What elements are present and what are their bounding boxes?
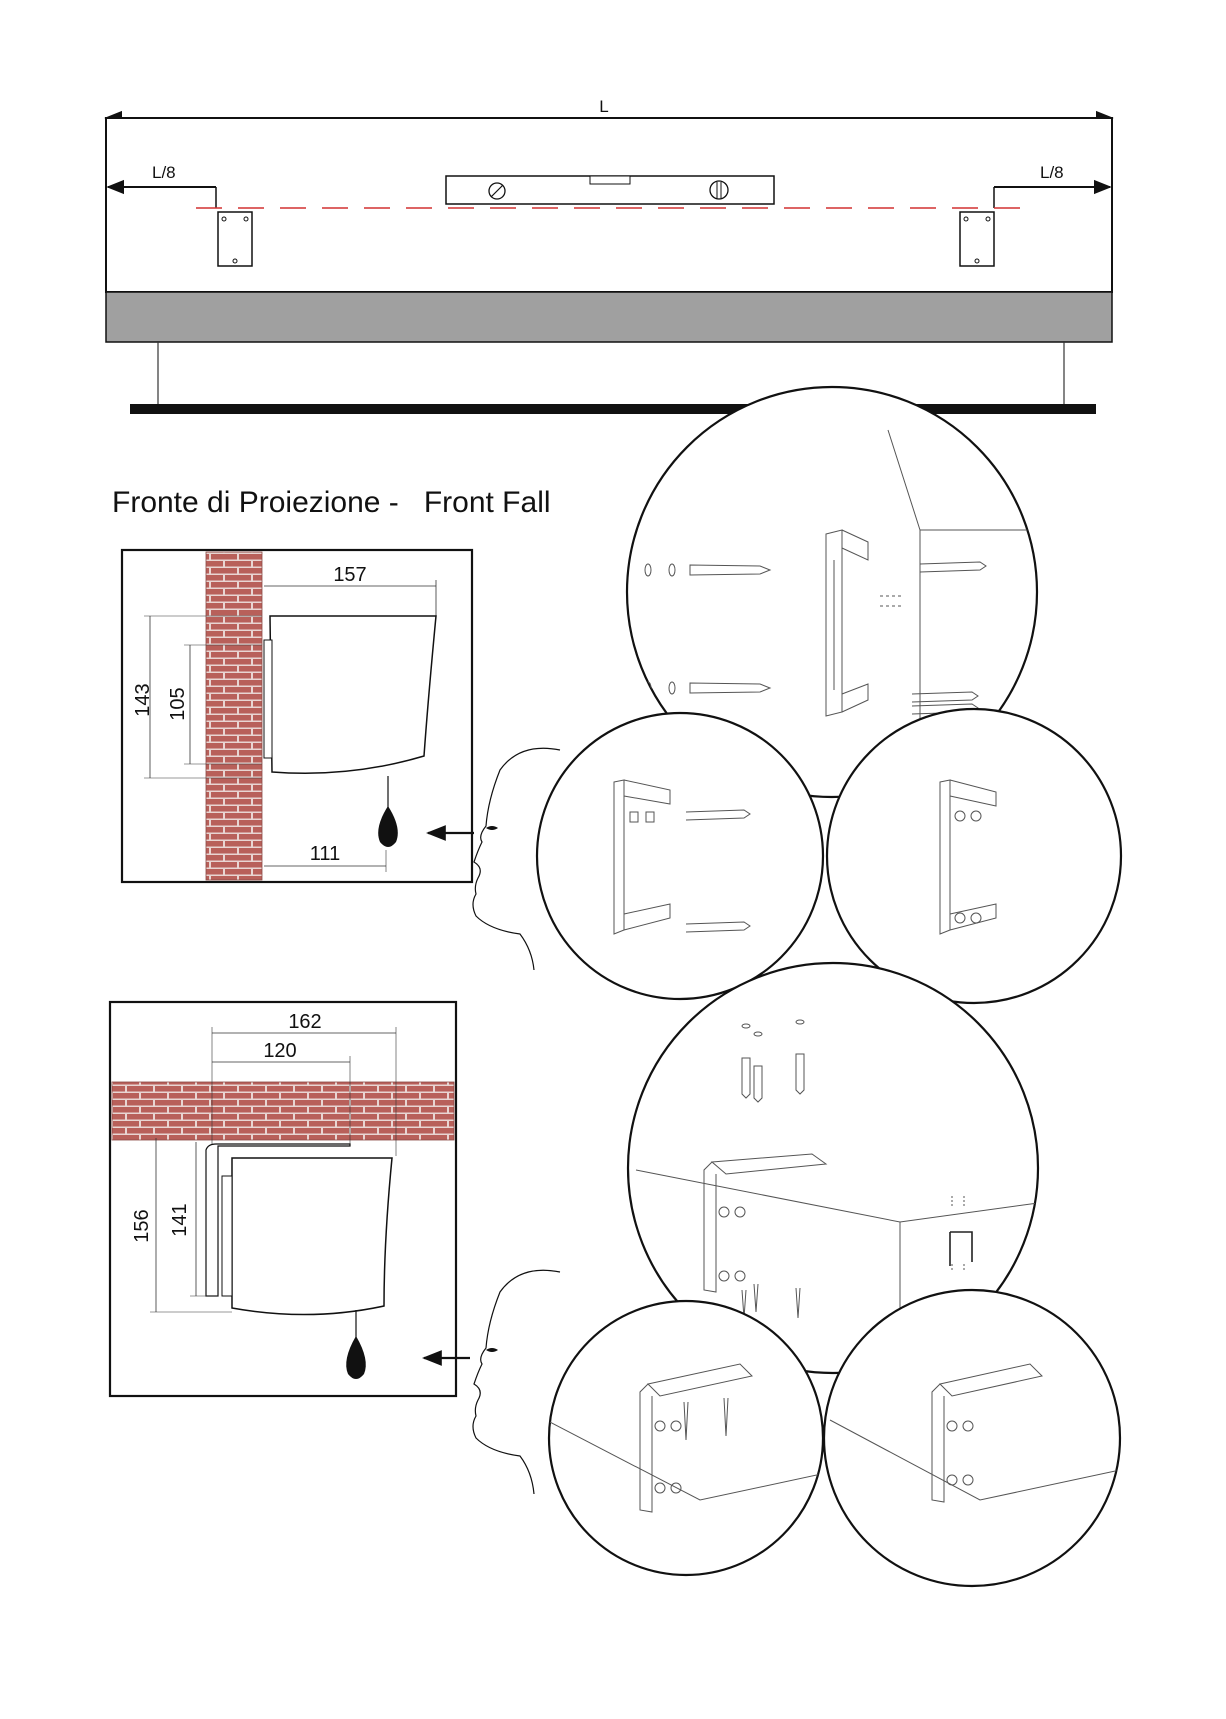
title-italian: Fronte di Proiezione - bbox=[112, 486, 399, 519]
pull-111: 111 bbox=[309, 843, 341, 865]
depth-162: 162 bbox=[288, 1011, 322, 1033]
bottom-bar bbox=[130, 404, 1096, 414]
detail-wall-mounted bbox=[827, 709, 1121, 1003]
detail-ceiling-mounted bbox=[824, 1290, 1120, 1586]
bracket-120: 120 bbox=[263, 1040, 297, 1062]
bubble-level-icon bbox=[446, 176, 774, 204]
right-offset-label: L/8 bbox=[1040, 163, 1064, 182]
case-profile-ceiling bbox=[232, 1158, 392, 1315]
screen-front-view bbox=[106, 97, 1112, 414]
case-band bbox=[106, 292, 1112, 342]
brick-wall bbox=[206, 552, 262, 880]
wall-mount-section bbox=[122, 550, 560, 970]
brick-ceiling bbox=[112, 1082, 454, 1140]
left-offset-label: L/8 bbox=[152, 163, 176, 182]
inner-height-141: 141 bbox=[169, 1203, 191, 1237]
case-profile bbox=[270, 616, 436, 773]
viewer-profile-icon bbox=[473, 1270, 560, 1494]
title-english: Front Fall bbox=[423, 486, 551, 519]
width-label: L bbox=[599, 97, 609, 116]
depth-157: 157 bbox=[333, 564, 367, 586]
bracket-105: 105 bbox=[167, 687, 189, 721]
bracket-right bbox=[960, 212, 994, 266]
detail-wall-screws bbox=[537, 713, 823, 999]
height-143: 143 bbox=[132, 683, 154, 717]
height-156: 156 bbox=[131, 1209, 153, 1243]
ceiling-mount-section bbox=[110, 1002, 560, 1494]
bracket-icon bbox=[940, 780, 950, 934]
bracket-left bbox=[218, 212, 252, 266]
